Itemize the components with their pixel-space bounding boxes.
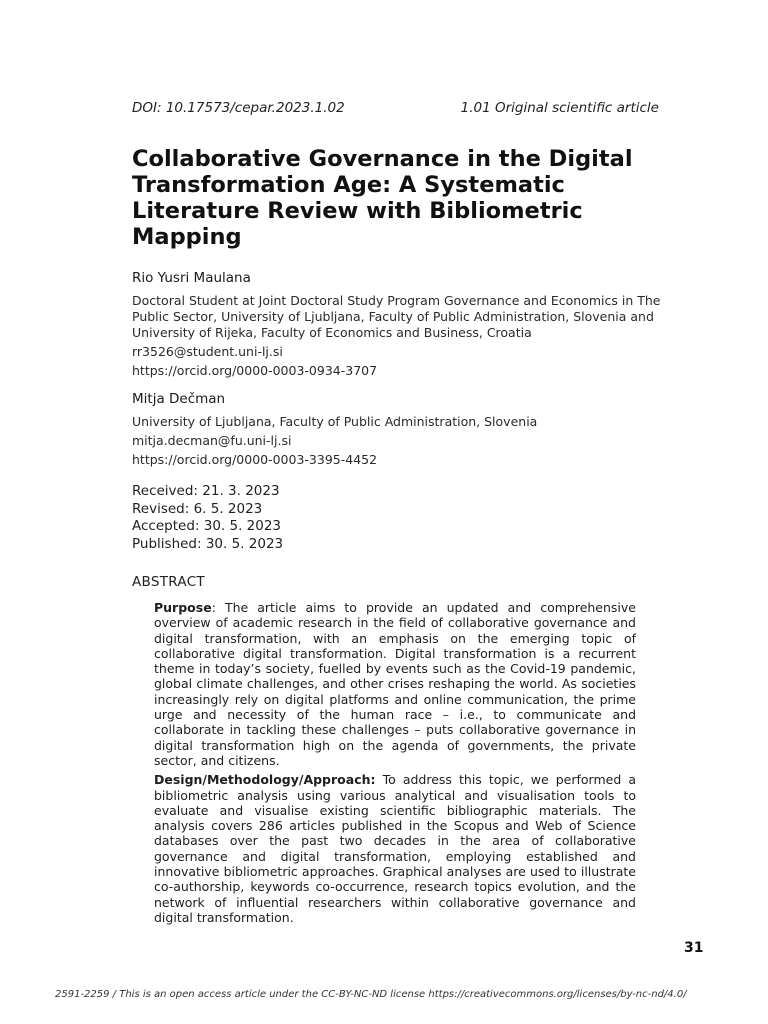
revised-date: Revised: 6. 5. 2023	[132, 500, 263, 517]
author-affiliation: Doctoral Student at Joint Doctoral Study Program Governance and Economics in The Public Sector, University of Ljubljana, Faculty of Public Administration, Slovenia and University of Rijeka, Faculty of Economics and Business, Croatia	[132, 293, 661, 340]
received-date: Received: 21. 3. 2023	[132, 483, 280, 499]
design-label: Design/Methodology/Approach:	[154, 772, 376, 788]
author-name: Mitja Dečman	[132, 391, 226, 407]
abstract-purpose-paragraph	[154, 600, 636, 768]
author-orcid: https://orcid.org/0000-0003-3395-4452	[132, 452, 378, 467]
page-number: 31	[684, 940, 704, 956]
author-email: mitja.decman@fu.uni-lj.si	[132, 433, 292, 448]
author-orcid: https://orcid.org/0000-0003-0934-3707	[132, 363, 378, 378]
article-type-label: 1.01 Original scientific article	[460, 100, 659, 116]
published-date: Published: 30. 5. 2023	[132, 535, 284, 552]
design-text: To address this topic, we performed a bibliometric analysis using various analytical and visualisation tools to evaluate and visualise existing scientific bibliographic materials. The analysis covers 286 articles published in the Scopus and Web of Science databases over the past two decades in the area of collaborative governance and digital transformation, employing established and innovative bibliometric approaches. Graphical analyses are used to illustrate co-authorship, keywords co-occurrence, research topics evolution, and the network of influential researchers within collaborative governance and digital transformation.	[154, 772, 636, 925]
author-block-2	[132, 391, 672, 471]
author-email: rr3526@student.uni-lj.si	[132, 344, 283, 359]
author-name: Rio Yusri Maulana	[132, 270, 251, 286]
author-affiliation: University of Ljubljana, Faculty of Public Administration, Slovenia	[132, 414, 538, 429]
abstract-heading: ABSTRACT	[132, 574, 205, 590]
accepted-date: Accepted: 30. 5. 2023	[132, 518, 282, 534]
license-footer: 2591-2259 / This is an open access article under the CC-BY-NC-ND license https://creativecommons.org/licenses/by-nc-nd/4.0/	[55, 989, 687, 1000]
abstract-design-paragraph	[154, 772, 636, 925]
purpose-text: : The article aims to provide an updated and comprehensive overview of academic research in the field of collaborative governance and digital transformation, with an emphasis on the emerging topic of collaborative digital transformation. Digital transformation is a recurrent theme in today’s society, fuelled by events such as the Covid-19 pandemic, global climate challenges, and other crises reshaping the world. As societies increasingly rely on digital platforms and online communication, the prime urge and necessity of the human race – i.e., to communicate and collaborate in tackling these challenges – puts collaborative governance in digital transformation high on the agenda of governments, the private sector, and citizens.	[154, 600, 636, 768]
article-header	[132, 100, 659, 116]
purpose-label: Purpose	[154, 600, 212, 615]
author-block-1	[132, 270, 672, 382]
abstract-body	[154, 600, 636, 929]
doi-label: DOI: 10.17573/cepar.2023.1.02	[132, 100, 345, 116]
article-title: Collaborative Governance in the Digital Transformation Age: A Systematic Literature Review with Bibliometric Mapping	[132, 146, 633, 250]
article-dates	[132, 483, 283, 553]
